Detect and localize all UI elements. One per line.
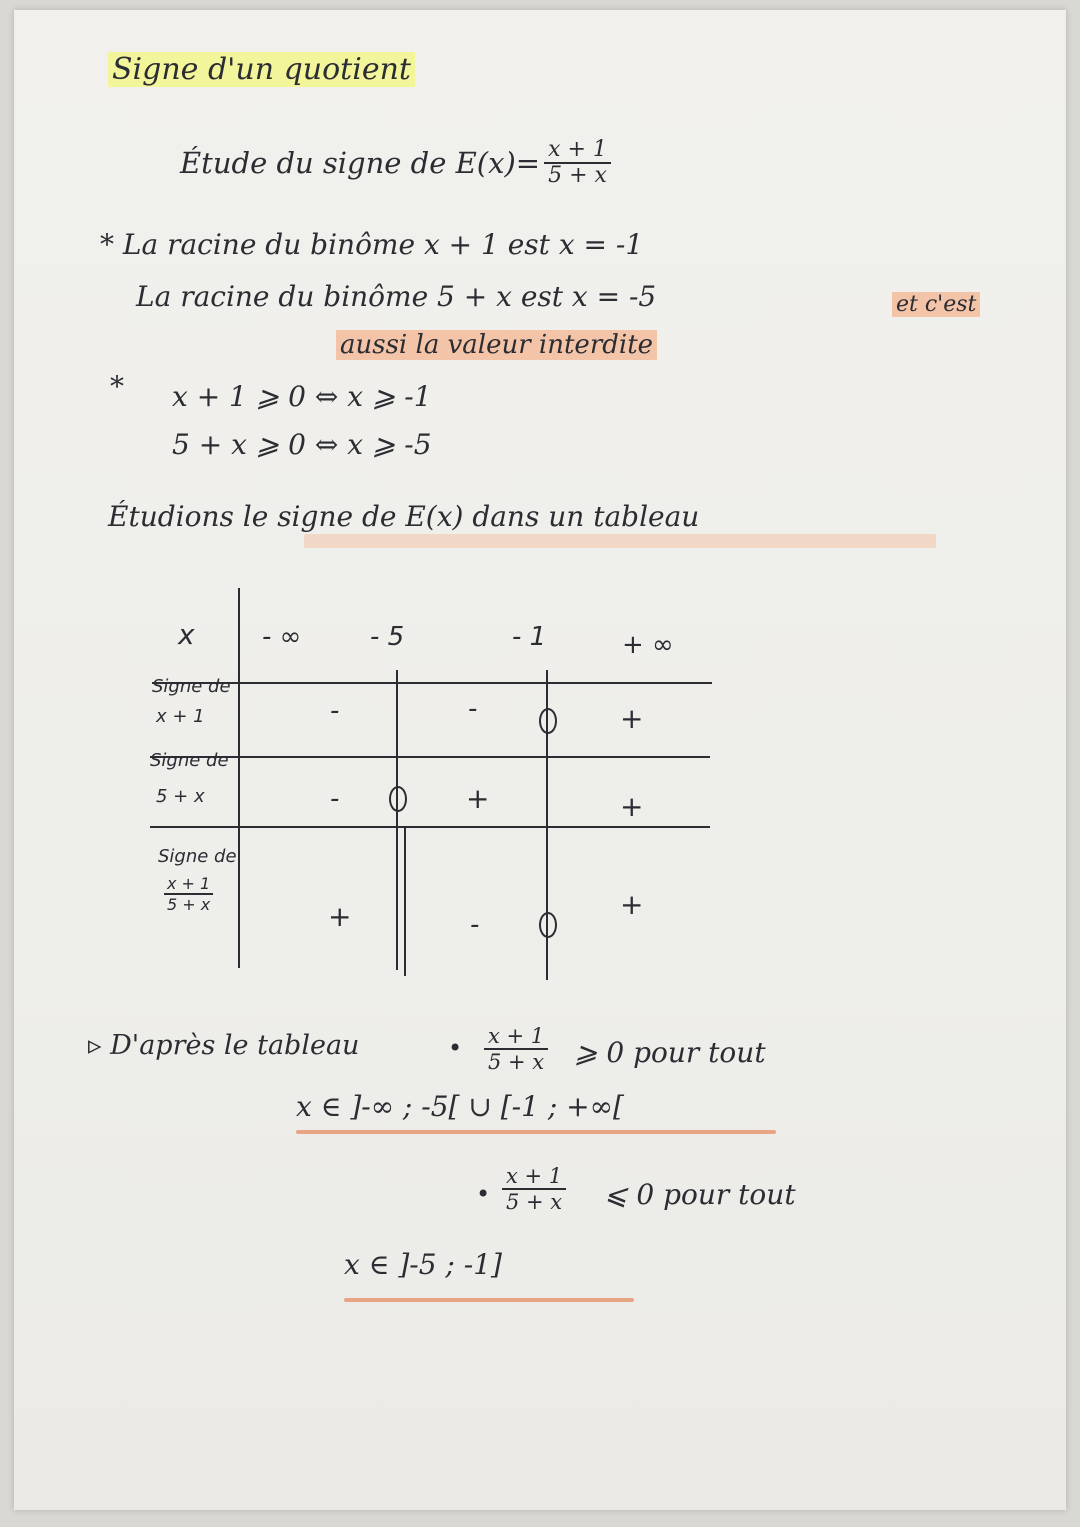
row1-sign-3: + bbox=[620, 702, 644, 735]
row2-sign-2: + bbox=[466, 782, 490, 815]
row2-zero-mark bbox=[389, 786, 407, 812]
intro-fraction bbox=[544, 138, 611, 188]
header-minus-1: - 1 bbox=[512, 622, 547, 652]
row1-zero-mark bbox=[539, 708, 557, 734]
conclusion-fraction-2 bbox=[502, 1164, 566, 1214]
conclusion-set-2: x ∈ ]-5 ; -1] bbox=[344, 1248, 502, 1281]
intro-fraction-den: 5 + x bbox=[548, 163, 607, 189]
conclusion-set-1: x ∈ ]-∞ ; -5[ ∪ [-1 ; +∞[ bbox=[296, 1090, 624, 1123]
row3-sign-2: - bbox=[470, 910, 480, 940]
row2-sign-1: - bbox=[330, 784, 340, 814]
conclusion-fraction-1 bbox=[484, 1024, 548, 1074]
conclusion-bullet-2: • bbox=[476, 1180, 491, 1208]
inequality-2: 5 + x ⩾ 0 ⇔ x ⩾ -5 bbox=[172, 428, 432, 461]
table-hline-2 bbox=[150, 756, 710, 758]
table-vline-main bbox=[238, 588, 240, 968]
header-minus-5: - 5 bbox=[370, 622, 405, 652]
roots-line-3 bbox=[336, 330, 657, 360]
set-1-underline bbox=[296, 1130, 776, 1134]
row2-sign-3: + bbox=[620, 790, 644, 823]
row3-fraction-num: x + 1 bbox=[164, 874, 213, 895]
intro-text: Étude du signe de E(x)= bbox=[180, 146, 541, 181]
inequality-1: x + 1 ⩾ 0 ⇔ x ⩾ -1 bbox=[172, 380, 432, 413]
row3-label-line1: Signe de bbox=[158, 846, 237, 867]
page-title bbox=[108, 52, 415, 87]
study-text: Étudions le signe de E(x) dans un tableau bbox=[108, 500, 700, 533]
roots-tail-highlight: et c'est bbox=[892, 292, 980, 317]
intro-fraction-num: x + 1 bbox=[544, 138, 611, 164]
conclusion-fraction-2-num: x + 1 bbox=[502, 1164, 566, 1190]
conclusion-fraction-2-den: 5 + x bbox=[506, 1190, 563, 1214]
set-2-underline bbox=[344, 1298, 634, 1302]
header-plus-infinity: + ∞ bbox=[622, 630, 674, 660]
intro-line bbox=[180, 138, 615, 188]
header-minus-infinity: - ∞ bbox=[262, 622, 302, 652]
row3-label-fraction bbox=[164, 874, 213, 914]
row3-zero-mark bbox=[539, 912, 557, 938]
row3-sign-3: + bbox=[620, 888, 644, 921]
study-underline bbox=[304, 534, 936, 548]
conclusion-condition-1: ⩾ 0 pour tout bbox=[574, 1036, 766, 1069]
title-highlight: Signe d'un quotient bbox=[108, 52, 415, 87]
forbidden-value-highlight: aussi la valeur interdite bbox=[336, 330, 657, 360]
row1-sign-2: - bbox=[468, 694, 478, 724]
roots-line-2-tail bbox=[892, 292, 980, 317]
table-hline-1 bbox=[152, 682, 712, 684]
minus5-forbidden-line-a bbox=[396, 670, 398, 970]
table-hline-3 bbox=[150, 826, 710, 828]
inequality-star: * bbox=[110, 370, 124, 403]
row1-label-line1: Signe de bbox=[152, 676, 231, 697]
minus5-forbidden-line-b bbox=[404, 828, 406, 976]
row3-sign-1: + bbox=[328, 900, 352, 933]
conclusion-fraction-1-den: 5 + x bbox=[488, 1050, 545, 1074]
conclusion-lead: ▹ D'après le tableau bbox=[88, 1030, 360, 1061]
row3-fraction-den: 5 + x bbox=[167, 895, 211, 914]
conclusion-fraction-1-num: x + 1 bbox=[484, 1024, 548, 1050]
row2-label-line2: 5 + x bbox=[156, 786, 205, 807]
row2-label-line1: Signe de bbox=[150, 750, 229, 771]
roots-line-2: La racine du binôme 5 + x est x = -5 bbox=[136, 280, 657, 313]
study-line bbox=[108, 500, 699, 533]
conclusion-condition-2: ⩽ 0 pour tout bbox=[604, 1178, 796, 1211]
conclusion-bullet-1: • bbox=[448, 1034, 463, 1062]
header-x: x bbox=[178, 618, 195, 651]
roots-line-1: * La racine du binôme x + 1 est x = -1 bbox=[100, 228, 644, 261]
row1-sign-1: - bbox=[330, 696, 340, 726]
row1-label-line2: x + 1 bbox=[156, 706, 205, 727]
